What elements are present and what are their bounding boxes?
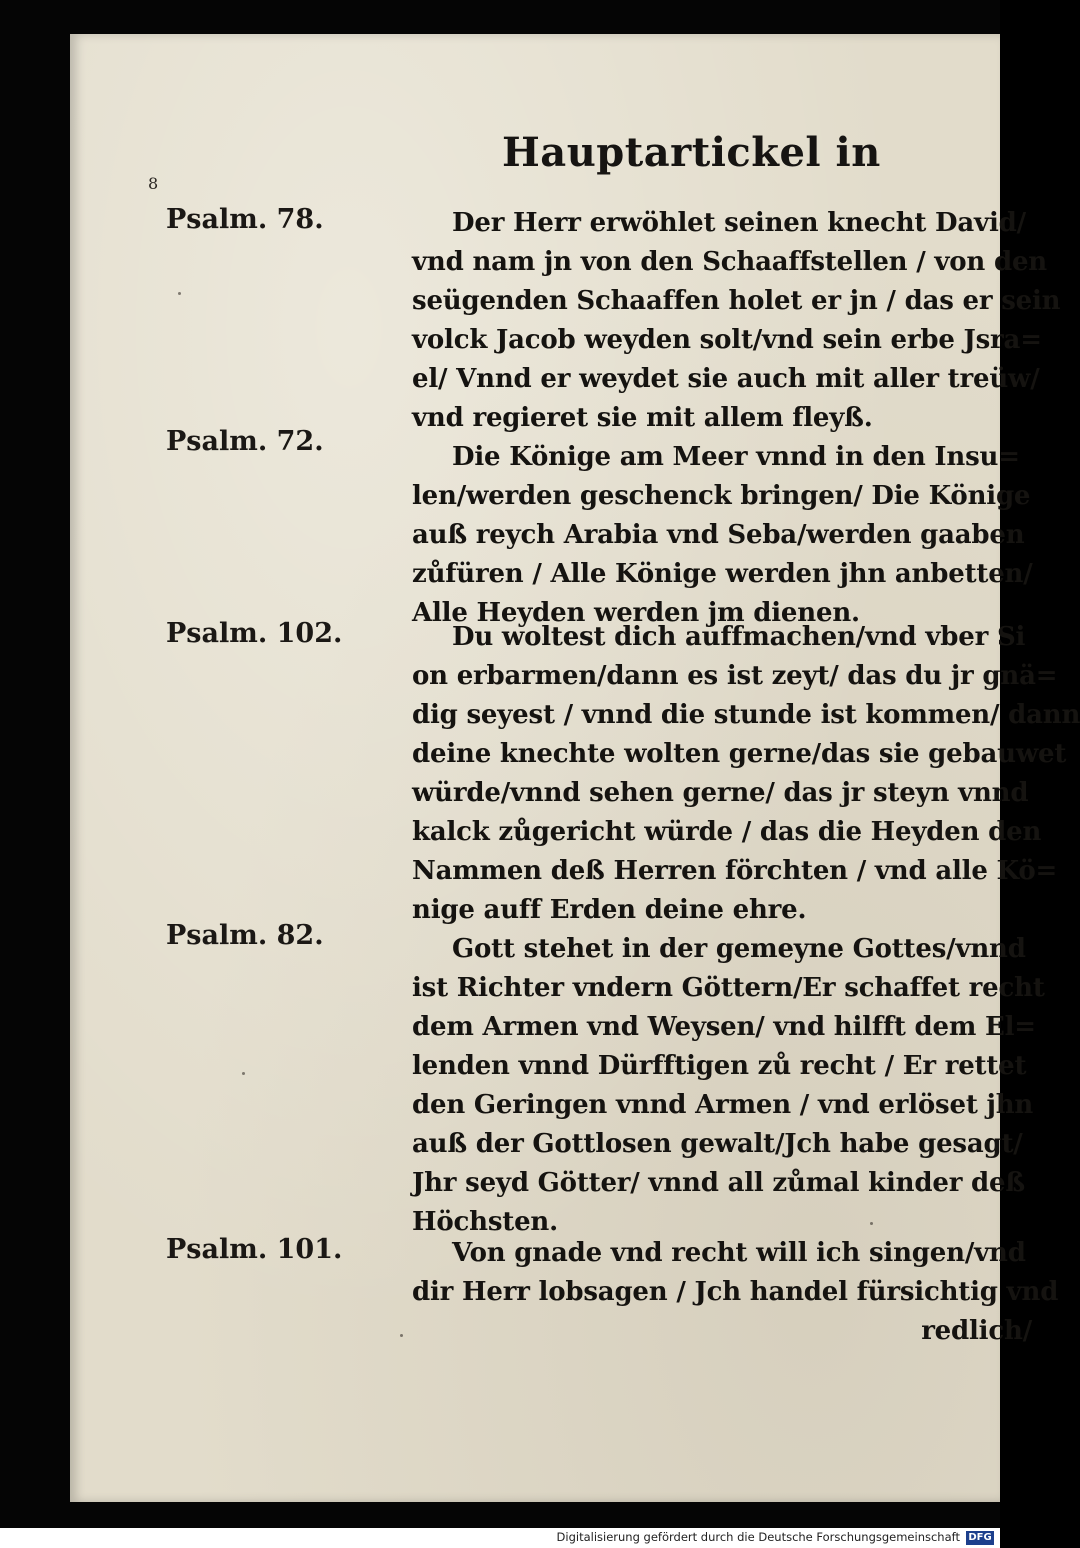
text-line: Der Herr erwöhlet seinen knecht David/ xyxy=(452,208,1026,238)
text-line: dem Armen vnd Weysen/ vnd hilfft dem El= xyxy=(412,1012,1036,1042)
text-line: auß der Gottlosen gewalt/Jch habe gesagt/ xyxy=(412,1129,1023,1159)
print-speck xyxy=(400,1334,403,1337)
text-line: vnd nam jn von den Schaaffstellen / von den xyxy=(412,247,1047,277)
text-line: ist Richter vndern Göttern/Er schaffet recht xyxy=(412,973,1045,1003)
margin-reference: Psalm. 102. xyxy=(166,618,343,649)
margin-reference: Psalm. 72. xyxy=(166,426,324,457)
text-line: Jhr seyd Götter/ vnnd all zůmal kinder deß xyxy=(412,1168,1025,1198)
running-head: Hauptartickel in xyxy=(502,129,881,176)
funding-credit: Digitalisierung gefördert durch die Deutsche Forschungsgemeinschaft xyxy=(556,1530,960,1544)
text-line: Alle Heyden werden jm dienen. xyxy=(412,598,860,628)
text-line: Nammen deß Herren förchten / vnd alle Kö= xyxy=(412,856,1058,886)
passage-block xyxy=(412,1234,1059,1351)
text-line: den Geringen vnnd Armen / vnd erlöset jhn xyxy=(412,1090,1034,1120)
text-line: kalck zůgericht würde / das die Heyden den xyxy=(412,817,1042,847)
book-page xyxy=(70,34,1080,1502)
margin-reference: Psalm. 101. xyxy=(166,1234,343,1265)
dfg-logo: DFG xyxy=(966,1531,994,1545)
catchword: redlich/ xyxy=(921,1316,1032,1346)
passage-block xyxy=(412,930,1052,1242)
text-line: Gott stehet in der gemeyne Gottes/vnnd xyxy=(452,934,1026,964)
passage-block xyxy=(412,204,1061,438)
folio-mark: 8 xyxy=(148,174,159,193)
text-line: deine knechte wolten gerne/das sie gebauwet xyxy=(412,739,1067,769)
text-line: lenden vnnd Dürfftigen zů recht / Er rettet xyxy=(412,1051,1027,1081)
text-line: el/ Vnnd er weydet sie auch mit aller treüw/ xyxy=(412,364,1040,394)
text-line: on erbarmen/dann es ist zeyt/ das du jr gnä= xyxy=(412,661,1058,691)
text-line: len/werden geschenck bringen/ Die Könige xyxy=(412,481,1031,511)
text-line: volck Jacob weyden solt/vnd sein erbe Jsra= xyxy=(412,325,1042,355)
print-speck xyxy=(178,292,181,295)
margin-reference: Psalm. 82. xyxy=(166,920,324,951)
text-line: auß reych Arabia vnd Seba/werden gaaben xyxy=(412,520,1025,550)
text-line: vnd regieret sie mit allem fleyß. xyxy=(412,403,873,433)
passage-block xyxy=(412,438,1052,633)
text-line: dig seyest / vnnd die stunde ist kommen/ dann xyxy=(412,700,1080,730)
text-line: Von gnade vnd recht will ich singen/vnd xyxy=(452,1238,1026,1268)
text-line: nige auff Erden deine ehre. xyxy=(412,895,807,925)
margin-reference: Psalm. 78. xyxy=(166,204,324,235)
text-line: würde/vnnd sehen gerne/ das jr steyn vnnd xyxy=(412,778,1029,808)
print-speck xyxy=(870,1222,873,1225)
text-line: Du woltest dich auffmachen/vnd vber Si xyxy=(452,622,1026,652)
text-line: Die Könige am Meer vnnd in den Insu= xyxy=(452,442,1020,472)
passage-block xyxy=(412,618,1080,930)
text-line: zůfüren / Alle Könige werden jhn anbetten/ xyxy=(412,559,1033,589)
text-line: Höchsten. xyxy=(412,1207,558,1237)
footer-bar xyxy=(0,1528,1000,1548)
text-line: dir Herr lobsagen / Jch handel fürsichtig vnd xyxy=(412,1277,1059,1307)
text-line: seügenden Schaaffen holet er jn / das er sein xyxy=(412,286,1061,316)
print-speck xyxy=(242,1072,245,1075)
